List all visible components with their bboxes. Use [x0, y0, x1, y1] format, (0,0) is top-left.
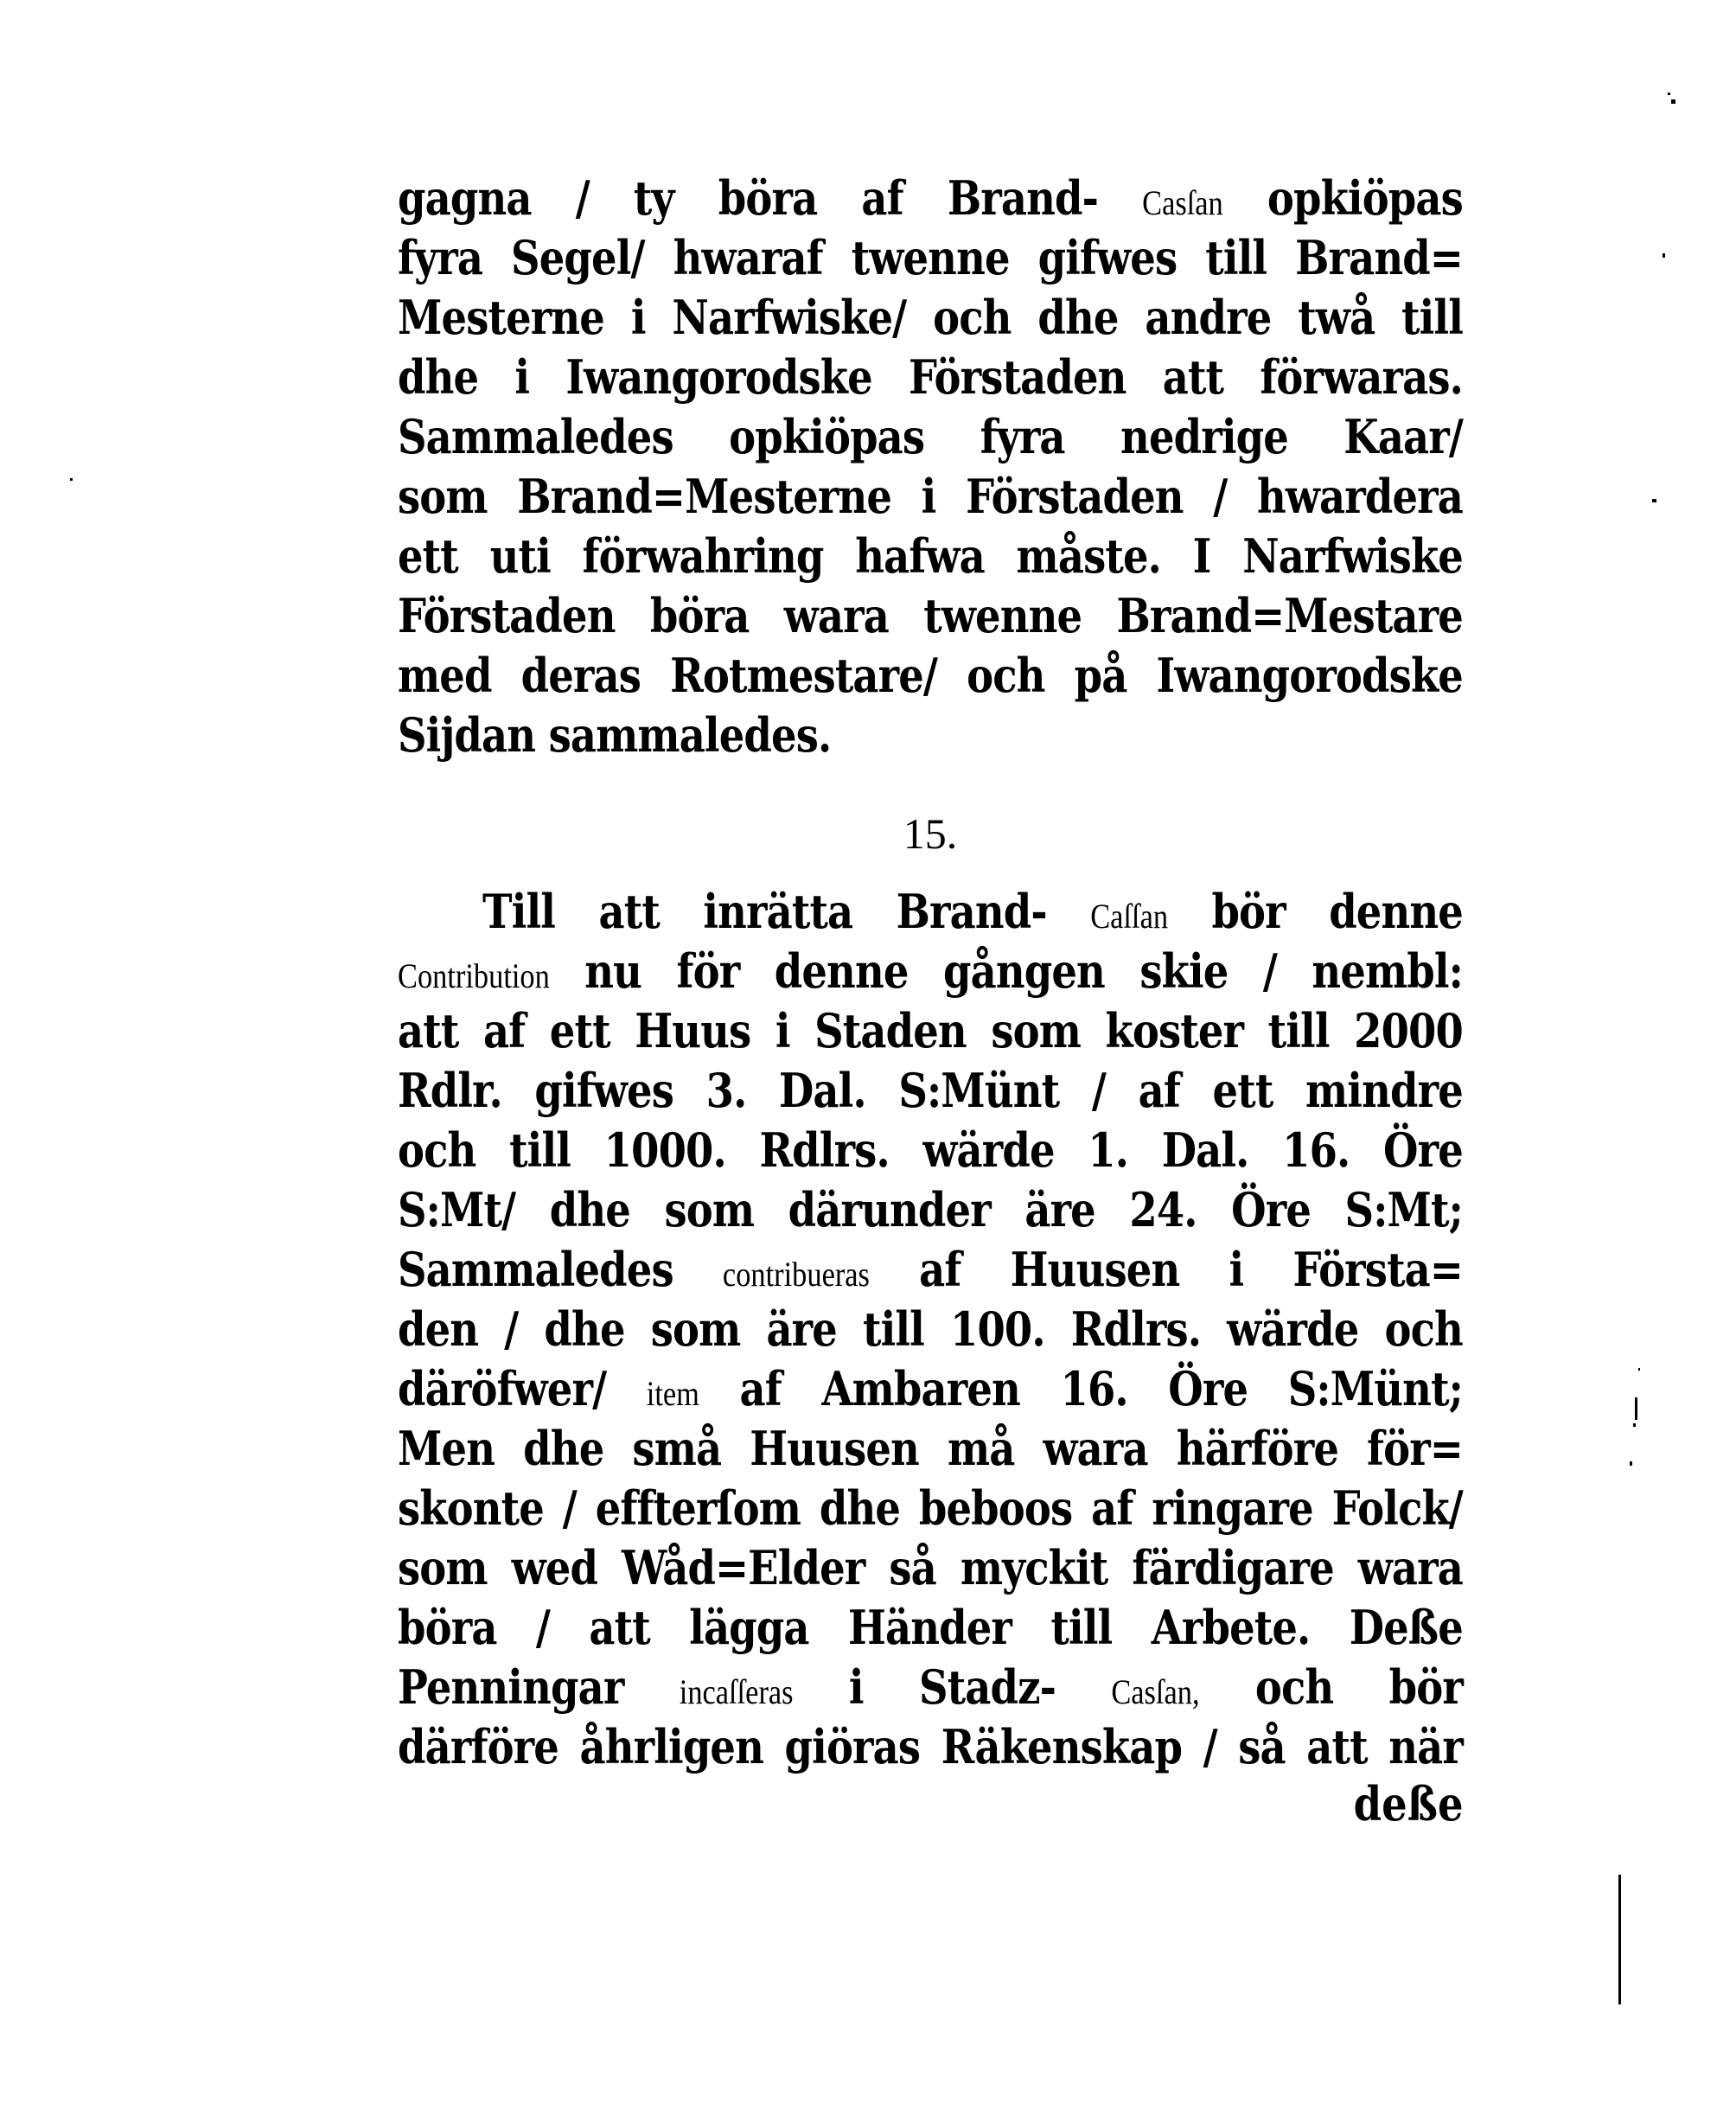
word: af [861, 170, 903, 226]
word: lägga [689, 1600, 809, 1655]
scan-speck [1638, 1368, 1640, 1371]
scan-speck [1630, 1461, 1632, 1466]
word: item [646, 1374, 699, 1413]
word: twenne [851, 230, 1010, 285]
scan-speck [1663, 253, 1665, 258]
word: contribueras [722, 1255, 870, 1294]
section-number: 15. [903, 809, 958, 858]
word: Narfwiske [1242, 528, 1463, 584]
paragraph_2-line [398, 1598, 1463, 1658]
word: Iwangorodske [1156, 648, 1463, 703]
word: 100. [950, 1301, 1045, 1357]
word: och [1384, 1301, 1463, 1357]
word: Brand=Mesterne [517, 469, 892, 524]
word: den [398, 1301, 479, 1357]
word: Öre [1168, 1361, 1248, 1416]
word: förwaras. [1260, 349, 1463, 405]
word: / [1203, 1719, 1217, 1774]
word: Brand- [896, 884, 1047, 939]
word: ringare [1152, 1480, 1313, 1536]
word: Segel/ [511, 230, 645, 285]
paragraph_2-line [398, 1658, 1463, 1717]
margin-rule [1618, 1875, 1621, 2004]
word: och [933, 290, 1012, 345]
word: fyra [980, 409, 1065, 464]
word: Staden [814, 1003, 967, 1058]
paragraph_1-line [398, 586, 1463, 646]
word: böra [398, 1600, 497, 1655]
word: som [398, 469, 488, 524]
word: Rotmestare/ [670, 648, 938, 703]
word: i [848, 1659, 864, 1715]
word: incaſſeras [679, 1672, 794, 1711]
paragraph_1-line [398, 169, 1463, 228]
word: Arbete. [1151, 1600, 1311, 1655]
word: dhe [398, 349, 479, 405]
catchword: deße [1353, 1776, 1463, 1831]
word: Räkenskap [941, 1719, 1183, 1774]
word: böra [718, 170, 818, 226]
word: så [889, 1540, 936, 1595]
word: Sammaledes [398, 1242, 673, 1297]
word: Dal. [778, 1063, 866, 1118]
word: dhe [1037, 290, 1119, 345]
word: / [1091, 1063, 1106, 1118]
scan-speck [70, 478, 73, 481]
word: till [1050, 1600, 1113, 1655]
paragraph_2-line [398, 1061, 1463, 1121]
word: nedrige [1120, 409, 1288, 464]
word: uti [489, 528, 551, 584]
word: som [650, 1301, 741, 1357]
word: böra [649, 588, 750, 643]
word: Rdlrs. [1070, 1301, 1202, 1357]
word: att [598, 884, 660, 939]
word: ty [633, 170, 674, 226]
word: myckit [960, 1540, 1108, 1595]
word: ett [398, 528, 458, 584]
paragraph_2-line [398, 1479, 1463, 1538]
word: färdigare [1132, 1540, 1334, 1595]
scan-speck [1633, 1423, 1636, 1427]
word: S:Mt/ [398, 1182, 516, 1237]
word: sammaledes. [548, 707, 832, 763]
word: Caſſan [1090, 897, 1169, 936]
paragraph_1-line [398, 228, 1463, 288]
word: och [967, 648, 1045, 703]
word: hwaraf [673, 230, 823, 285]
word: dhe [819, 1480, 901, 1536]
word: måste. [1016, 528, 1161, 584]
word: äre [766, 1301, 837, 1357]
word: fyra [398, 230, 483, 285]
word: 3. [705, 1063, 747, 1118]
paragraph_1-line [398, 646, 1463, 706]
word: Öre [1231, 1182, 1312, 1237]
word: äre [1024, 1182, 1095, 1237]
word: Deße [1349, 1600, 1463, 1655]
paragraph_1-line [398, 527, 1463, 586]
word: S:Münt; [1287, 1361, 1463, 1416]
word: därunder [788, 1182, 991, 1237]
word: Contribution [398, 956, 550, 995]
word: af [482, 1003, 526, 1058]
word: / [562, 1480, 577, 1536]
word: Men [398, 1421, 495, 1476]
word: effterſom [595, 1480, 801, 1536]
word: Sijdan [398, 707, 536, 763]
word: Stadz- [918, 1659, 1056, 1715]
word: Folck/ [1331, 1480, 1463, 1536]
word: Förstaden [398, 588, 616, 643]
word: wara [783, 588, 889, 643]
word: dhe [549, 1182, 630, 1237]
word: wara [1043, 1421, 1148, 1476]
scan-speck [1668, 93, 1670, 95]
word: som [664, 1182, 755, 1237]
word: nembl: [1312, 943, 1463, 999]
word: opkiöpas [729, 409, 925, 464]
word: beboos [918, 1480, 1073, 1536]
word: därföre [398, 1719, 558, 1774]
word: mindre [1305, 1063, 1463, 1118]
word: inrätta [703, 884, 853, 939]
word: i [775, 1003, 790, 1058]
word: S:Münt [898, 1063, 1060, 1118]
word: gagna [398, 170, 532, 226]
word: Till [482, 884, 556, 939]
word: skie [1139, 943, 1229, 999]
word: bör [1388, 1659, 1463, 1715]
word: till [1205, 230, 1267, 285]
word: twenne [923, 588, 1082, 643]
word: till [509, 1122, 571, 1178]
word: Rdlrs. [759, 1122, 890, 1178]
word: när [1388, 1719, 1463, 1774]
word: / [535, 1600, 551, 1655]
word: Casſan [1142, 183, 1223, 222]
word: gifwes [534, 1063, 674, 1118]
scan-speck [1671, 99, 1675, 104]
word: hwardera [1256, 469, 1463, 524]
word: andre [1145, 290, 1272, 345]
word: / [504, 1301, 519, 1357]
word: wärde [1227, 1301, 1359, 1357]
word: wed [511, 1540, 598, 1595]
word: 2000 [1354, 1003, 1463, 1058]
word: af [1091, 1480, 1133, 1536]
word: gifwes [1037, 230, 1178, 285]
word: Första= [1292, 1242, 1463, 1297]
word: må [947, 1421, 1015, 1476]
word: som [398, 1540, 488, 1595]
paragraph_2-line [398, 1419, 1463, 1479]
paragraph_2-line [398, 1717, 1463, 1777]
word: med [398, 648, 492, 703]
word: 1000. [603, 1122, 726, 1178]
paragraph_2-line [398, 1240, 1463, 1300]
word: Iwangorodske [565, 349, 872, 405]
paragraph_1-line [398, 288, 1463, 348]
paragraph_1-line [398, 348, 1463, 407]
scan-speck [1652, 499, 1656, 502]
paragraph_2-line [398, 942, 1463, 1001]
word: 1. [1088, 1122, 1129, 1178]
paragraph_1-line [398, 706, 1463, 765]
word: förwahring [582, 528, 824, 584]
word: däröfwer/ [398, 1361, 607, 1416]
paragraph_2-line [398, 1180, 1463, 1240]
paragraph_2-line [398, 1359, 1463, 1419]
word: / [1213, 469, 1228, 524]
word: Penningar [398, 1659, 624, 1715]
word: giöras [784, 1719, 921, 1774]
word: ett [549, 1003, 610, 1058]
word: Brand= [1295, 230, 1463, 285]
word: Narfwiske/ [672, 290, 907, 345]
word: i [921, 469, 936, 524]
word: Förstaden [908, 349, 1126, 405]
paragraph_2-line [398, 1538, 1463, 1598]
paragraph_2-line [398, 882, 1463, 942]
word: 24. [1129, 1182, 1197, 1237]
word: Huus [635, 1003, 751, 1058]
word: wara [1357, 1540, 1463, 1595]
word: Brand=Mestare [1116, 588, 1463, 643]
word: åhrligen [579, 1719, 764, 1774]
word: dhe [523, 1421, 604, 1476]
word: Wåd=Elder [622, 1540, 865, 1595]
word: till [1267, 1003, 1330, 1058]
word: ett [1212, 1063, 1273, 1118]
word: Casſan, [1111, 1672, 1200, 1711]
word: koster [1105, 1003, 1244, 1058]
word: denne [1329, 884, 1463, 939]
word: i [630, 290, 646, 345]
word: af [1138, 1063, 1180, 1118]
word: bör [1211, 884, 1286, 939]
word: af [739, 1361, 782, 1416]
word: Kaar/ [1343, 409, 1463, 464]
word: Sammaledes [398, 409, 673, 464]
word: gången [942, 943, 1105, 999]
word: Dal. [1161, 1122, 1249, 1178]
word: Mesterne [398, 290, 604, 345]
word: Händer [847, 1600, 1012, 1655]
paragraph_1-line [398, 467, 1463, 527]
word: små [632, 1421, 722, 1476]
word: till [1401, 290, 1463, 345]
word: och [1254, 1659, 1334, 1715]
word: af [919, 1242, 961, 1297]
word: denne [774, 943, 909, 999]
word: Öre [1382, 1122, 1463, 1178]
scan-speck [1635, 1397, 1637, 1420]
word: till [863, 1301, 924, 1357]
word: hafwa [855, 528, 985, 584]
word: härföre [1176, 1421, 1339, 1476]
word: twå [1298, 290, 1375, 345]
word: deras [520, 648, 641, 703]
word: opkiöpas [1267, 170, 1463, 226]
word: för= [1367, 1421, 1463, 1476]
word: att [398, 1003, 459, 1058]
word: att [589, 1600, 650, 1655]
paragraph_2-line [398, 1001, 1463, 1061]
word: dhe [544, 1301, 625, 1357]
word: / [1262, 943, 1277, 999]
word: 16. [1282, 1122, 1350, 1178]
word: Brand- [947, 170, 1099, 226]
word: Ambaren [821, 1361, 1020, 1416]
word: S:Mt; [1344, 1182, 1463, 1237]
word: I [1192, 528, 1211, 584]
word: i [1229, 1242, 1244, 1297]
word: nu [584, 943, 642, 999]
word: Rdlr. [398, 1063, 502, 1118]
word: / [575, 170, 590, 226]
word: som [991, 1003, 1082, 1058]
word: på [1074, 648, 1127, 703]
paragraph_1-line [398, 407, 1463, 467]
word: skonte [398, 1480, 544, 1536]
word: wärde [922, 1122, 1055, 1178]
word: Förstaden [966, 469, 1184, 524]
word: Huusen [750, 1421, 919, 1476]
word: att [1162, 349, 1224, 405]
word: i [514, 349, 530, 405]
paragraph_2-line [398, 1300, 1463, 1359]
word: att [1306, 1719, 1368, 1774]
word: och [398, 1122, 476, 1178]
word: 16. [1060, 1361, 1128, 1416]
word: så [1238, 1719, 1286, 1774]
word: Huusen [1010, 1242, 1180, 1297]
paragraph_2-line [398, 1121, 1463, 1180]
word: för [676, 943, 740, 999]
